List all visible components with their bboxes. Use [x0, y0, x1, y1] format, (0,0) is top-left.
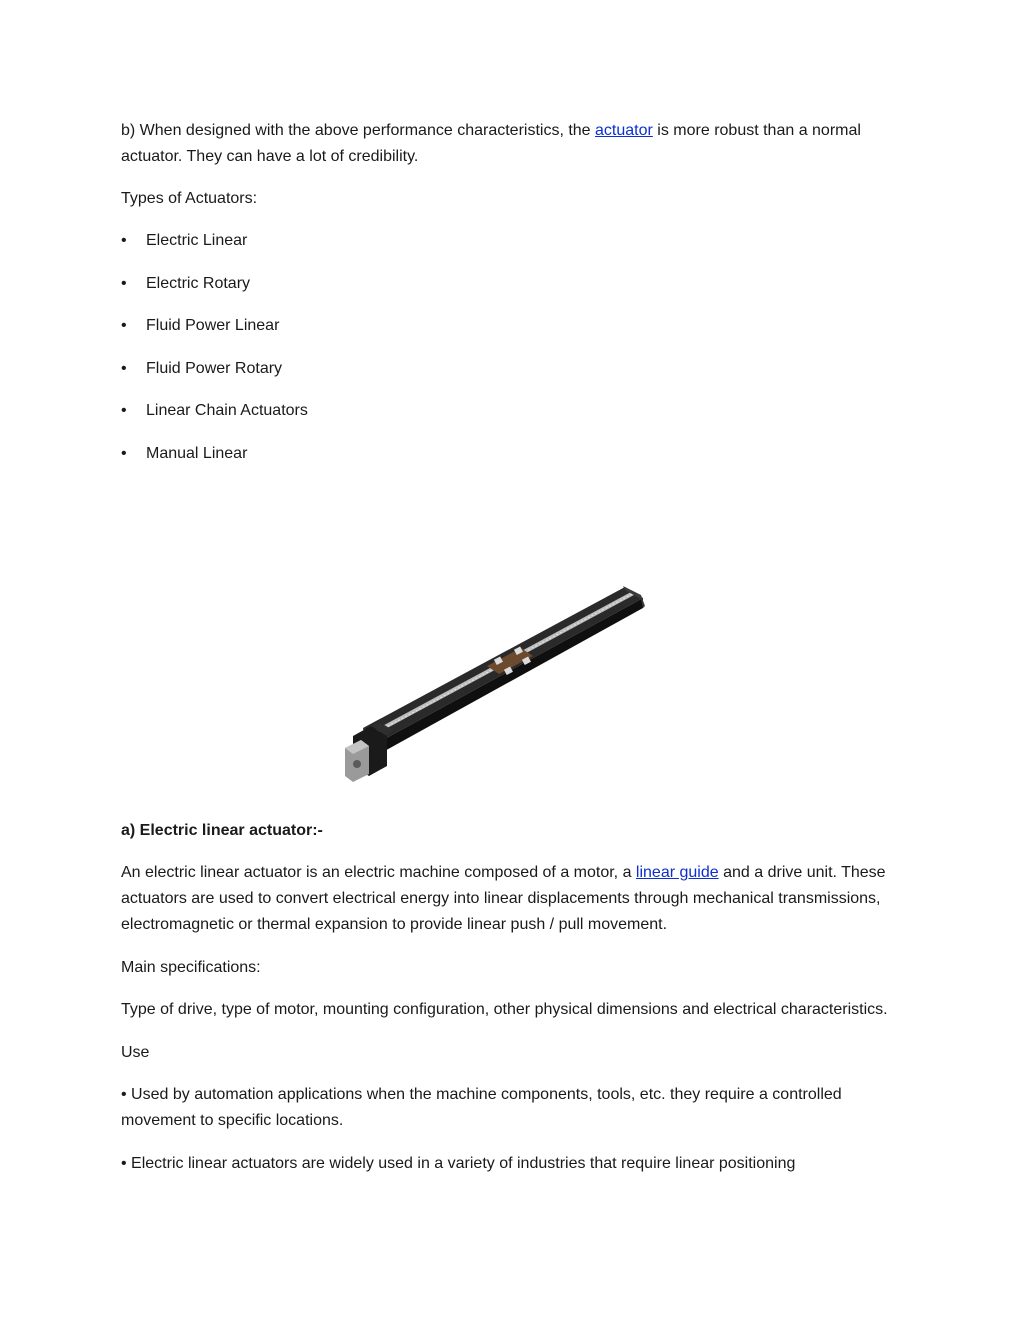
bullet-icon: •: [121, 274, 127, 292]
linear-actuator-illustration-icon: [335, 578, 655, 784]
bullet-icon: •: [121, 402, 127, 420]
list-item-label: Fluid Power Linear: [146, 317, 280, 335]
types-heading: Types of Actuators:: [121, 190, 258, 207]
linear-actuator-image: [335, 578, 655, 784]
paragraph-text-start: An electric linear actuator is an electric machine composed of a motor, a: [121, 864, 636, 881]
list-item: [121, 271, 901, 297]
section-a-paragraph: [121, 860, 911, 938]
list-item-label: Linear Chain Actuators: [146, 402, 308, 420]
list-item: [121, 313, 901, 339]
list-item: [121, 228, 901, 254]
actuator-types-list: [121, 228, 901, 467]
section-a-body: [121, 860, 911, 1194]
bullet-icon: •: [121, 444, 127, 462]
bullet-icon: •: [121, 359, 127, 377]
list-item-label: Electric Rotary: [146, 274, 251, 292]
list-item-label: Fluid Power Rotary: [146, 359, 283, 377]
list-item: [121, 398, 901, 424]
list-item: [121, 441, 901, 467]
paragraph-text-end: and a drive unit. These actuators are used to convert electrical energy into linear displacements through mechanical transmissions, electromagnetic or thermal expansion to provide linear push / pull movement.: [121, 864, 886, 933]
actuator-link[interactable]: actuator: [595, 122, 653, 139]
bullet-icon: •: [121, 232, 127, 249]
use-item-industries: • Electric linear actuators are widely used in a variety of industries that require linear positioning: [121, 1154, 796, 1172]
list-item-label: Manual Linear: [146, 444, 248, 462]
use-item-automation: • Used by automation applications when the machine components, tools, etc. they require a controlled movement to specific locations.: [121, 1086, 842, 1130]
list-item: [121, 356, 901, 382]
intro-text-end: is more robust than a normal actuator. They can have a lot of credibility.: [121, 122, 861, 165]
main-specifications-label: Main specifications:: [121, 958, 261, 976]
document-body: [121, 118, 901, 484]
section-a-heading: a) Electric linear actuator:-: [121, 822, 323, 839]
intro-paragraph: [121, 118, 901, 170]
main-specifications-text: Type of drive, type of motor, mounting configuration, other physical dimensions and electrical characteristics.: [121, 1001, 888, 1019]
list-item-label: Electric Linear: [146, 232, 248, 249]
linear-guide-link[interactable]: linear guide: [635, 864, 719, 881]
intro-text-start: b) When designed with the above performance characteristics, the: [121, 122, 596, 139]
use-label: Use: [121, 1043, 150, 1061]
bullet-icon: •: [121, 317, 127, 335]
